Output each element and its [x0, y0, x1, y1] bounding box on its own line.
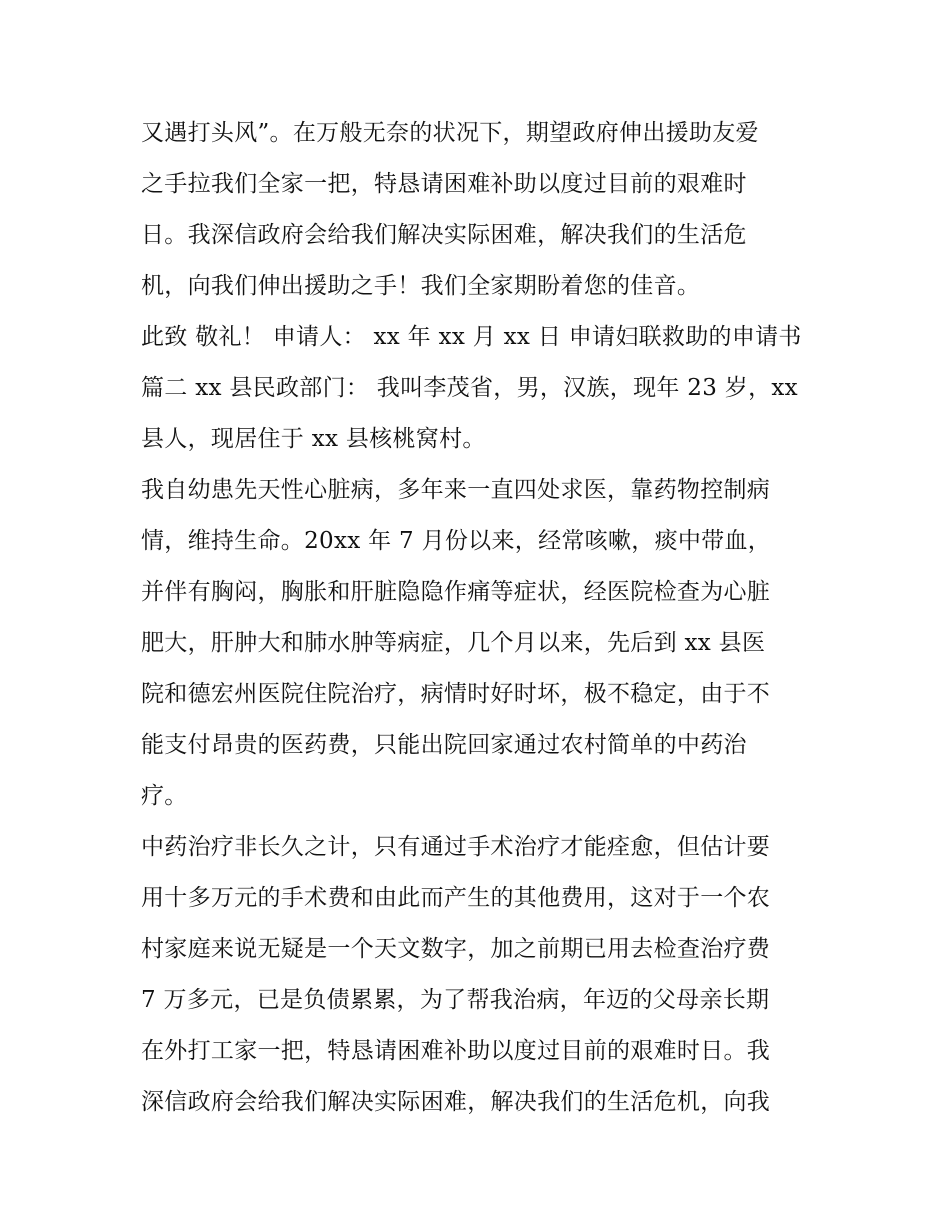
text-line: 此致 敬礼！ 申请人： xx 年 xx 月 xx 日 申请妇联救助的申请书: [141, 324, 802, 350]
text-line: 深信政府会给我们解决实际困难，解决我们的生活危机，向我: [141, 1089, 771, 1115]
text-line: 中药治疗非长久之计，只有通过手术治疗才能痊愈，但估计要: [141, 834, 771, 860]
text-line: 能支付昂贵的医药费，只能出院回家通过农村简单的中药治: [141, 732, 747, 758]
text-line: 机，向我们伸出援助之手！我们全家期盼着您的佳音。: [141, 273, 701, 299]
text-line: 院和德宏州医院住院治疗，病情时好时坏，极不稳定，由于不: [141, 681, 771, 707]
text-line: 县人，现居住于 xx 县核桃窝村。: [141, 426, 486, 452]
text-line: 之手拉我们全家一把，特恳请困难补助以度过目前的艰难时: [141, 171, 747, 197]
text-line: 7 万多元，已是负债累累，为了帮我治病，年迈的父母亲长期: [141, 987, 770, 1013]
text-line: 肥大，肝肿大和肺水肿等病症，几个月以来，先后到 xx 县医: [141, 630, 766, 656]
text-line: 并伴有胸闷，胸胀和肝脏隐隐作痛等症状，经医院检查为心脏: [141, 579, 771, 605]
text-line: 疗。: [141, 783, 188, 809]
text-line: 用十多万元的手术费和由此而产生的其他费用，这对于一个农: [141, 885, 771, 911]
text-line: 又遇打头风”。在万般无奈的状况下，期望政府伸出援助友爱: [141, 120, 759, 146]
text-line: 村家庭来说无疑是一个天文数字，加之前期已用去检查治疗费: [141, 936, 771, 962]
text-line: 在外打工家一把，特恳请困难补助以度过目前的艰难时日。我: [141, 1038, 771, 1064]
text-line: 日。我深信政府会给我们解决实际困难，解决我们的生活危: [141, 222, 747, 248]
text-line: 情，维持生命。20xx 年 7 月份以来，经常咳嗽，痰中带血，: [141, 528, 772, 554]
text-line: 篇二 xx 县民政部门： 我叫李茂省，男，汉族，现年 23 岁，xx: [141, 375, 798, 401]
text-line: 我自幼患先天性心脏病，多年来一直四处求医，靠药物控制病: [141, 477, 771, 503]
document-body: [141, 108, 821, 1128]
